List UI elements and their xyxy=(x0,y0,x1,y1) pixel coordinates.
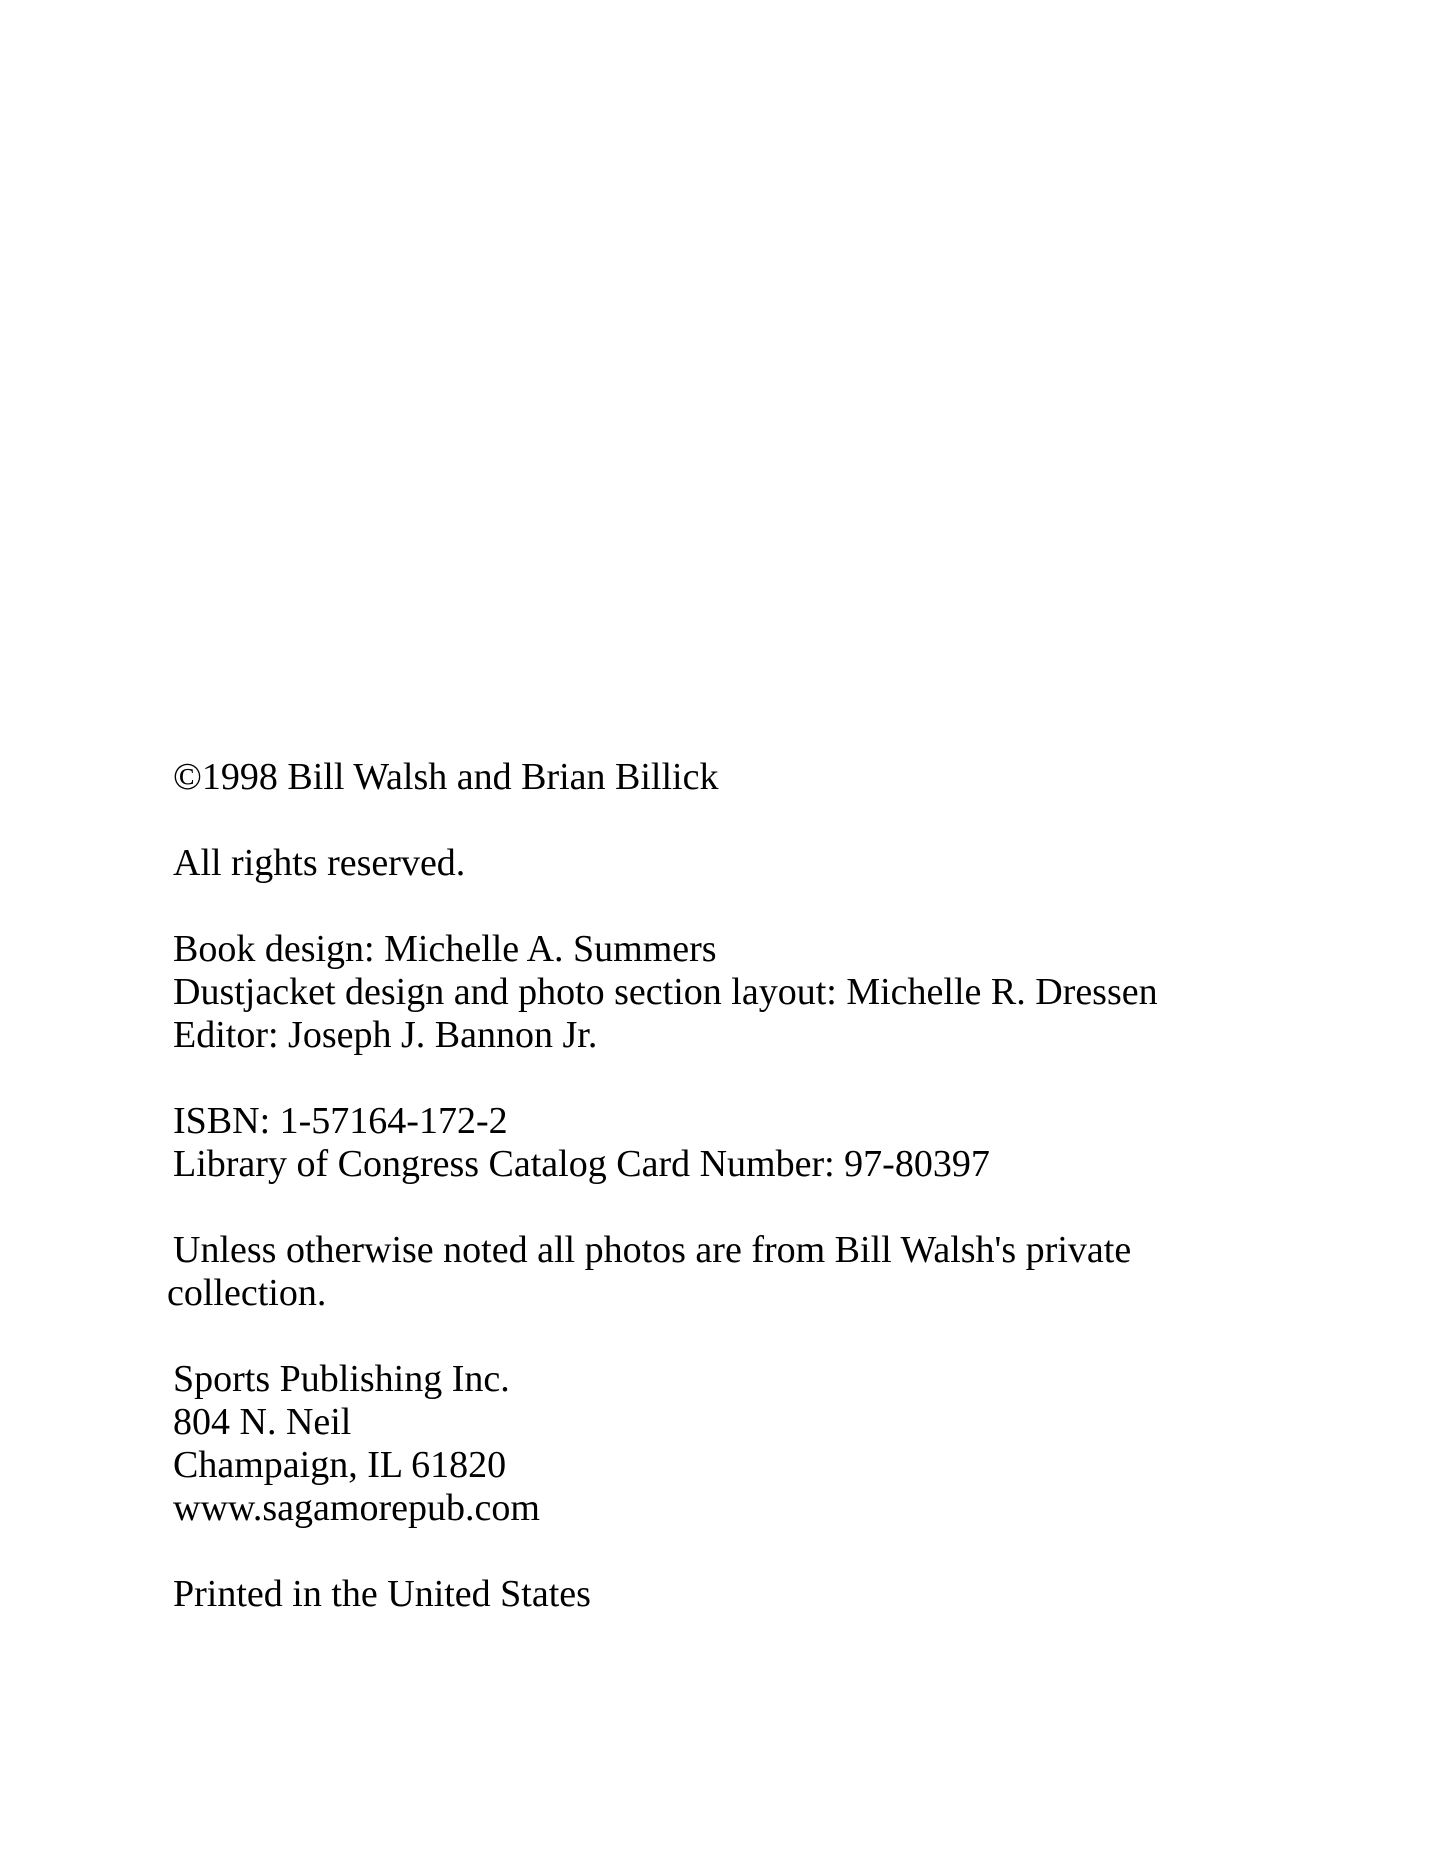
credits-paragraph xyxy=(167,928,1357,1057)
publisher-name-line: Sports Publishing Inc. xyxy=(173,1358,510,1400)
all-rights-reserved-line: All rights reserved. xyxy=(173,842,466,884)
isbn-line: ISBN: 1-57164-172-2 xyxy=(173,1100,508,1142)
editor-credit-line: Editor: Joseph J. Bannon Jr. xyxy=(173,1014,598,1056)
dustjacket-design-credit-line: Dustjacket design and photo section layout: Michelle R. Dressen xyxy=(173,971,1158,1013)
copyright-paragraph xyxy=(167,756,1357,799)
copyright-notice-line: ©1998 Bill Walsh and Brian Billick xyxy=(173,756,719,798)
printed-in-line: Printed in the United States xyxy=(173,1573,591,1615)
publisher-address-paragraph xyxy=(167,1358,1357,1530)
rights-paragraph xyxy=(167,842,1357,885)
copyright-text-block xyxy=(167,756,1357,1616)
printed-in-paragraph xyxy=(167,1573,1357,1616)
identifiers-paragraph xyxy=(167,1100,1357,1186)
book-design-credit-line: Book design: Michelle A. Summers xyxy=(173,928,717,970)
photo-credit-line-2: collection. xyxy=(167,1272,327,1314)
publisher-street-line: 804 N. Neil xyxy=(173,1401,352,1443)
library-of-congress-line: Library of Congress Catalog Card Number: 97-80397 xyxy=(173,1143,990,1185)
photo-credit-line-1: Unless otherwise noted all photos are from Bill Walsh's private xyxy=(173,1229,1132,1271)
photo-credit-paragraph xyxy=(167,1229,1357,1315)
publisher-city-line: Champaign, IL 61820 xyxy=(173,1444,507,1486)
publisher-website-line: www.sagamorepub.com xyxy=(173,1487,540,1529)
